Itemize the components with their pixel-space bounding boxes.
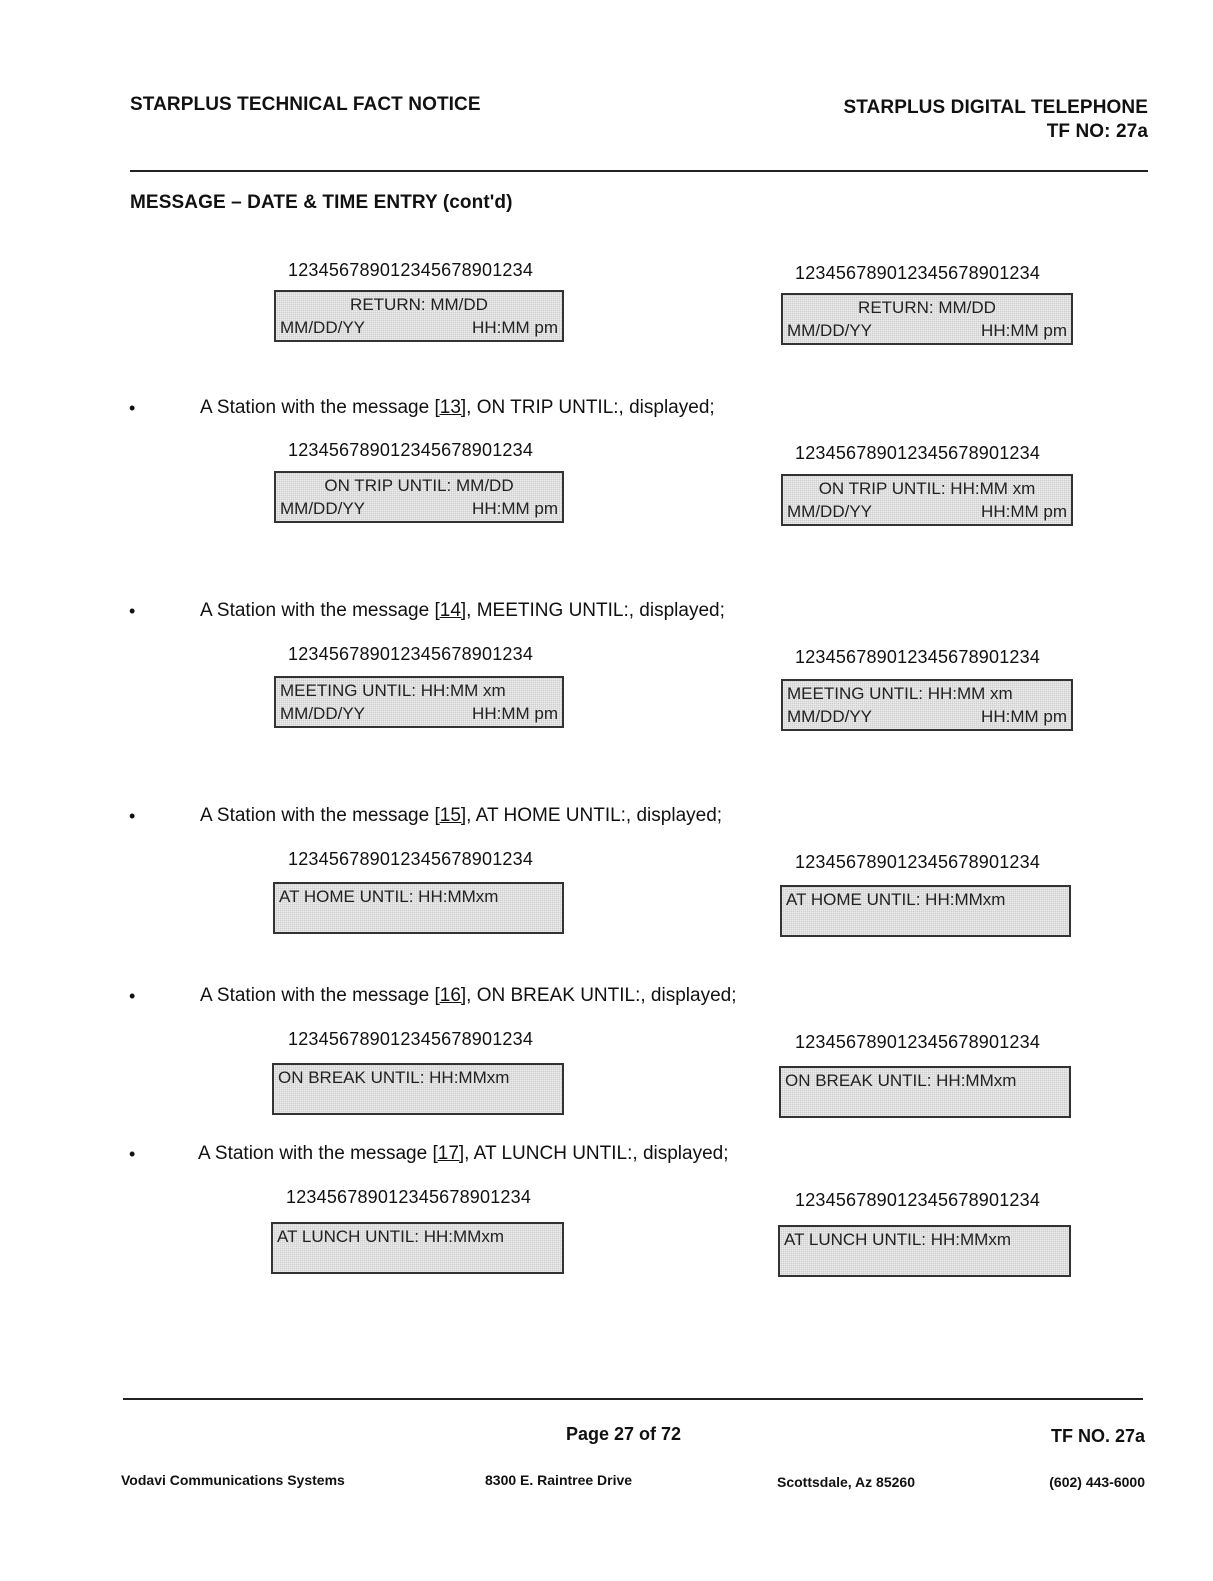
bullet-text-post: , ON BREAK UNTIL:, displayed; <box>466 985 737 1006</box>
bullet: • <box>129 398 136 418</box>
lcd-line-2-time: HH:MM pm <box>981 707 1067 726</box>
ruler-right: 123456789012345678901234 <box>795 1190 1041 1210</box>
bullet-text-pre: A Station with the message <box>200 985 435 1006</box>
lcd-line-1: ON TRIP UNTIL: MM/DD <box>324 476 514 495</box>
lcd-line-2-time: HH:MM pm <box>472 318 558 337</box>
lcd-line-2-date: MM/DD/YY <box>787 502 872 521</box>
ruler-left: 123456789012345678901234 <box>286 1187 532 1207</box>
lcd-display-left <box>274 471 564 523</box>
lcd-line-2-time: HH:MM pm <box>472 704 558 723</box>
lcd-line-2-date: MM/DD/YY <box>787 321 872 340</box>
header-rule <box>130 170 1148 172</box>
lcd-display-right <box>781 474 1073 526</box>
lcd-display-right <box>778 1225 1071 1277</box>
message-code: [13] <box>434 397 467 418</box>
lcd-display-right <box>781 293 1073 345</box>
lcd-line-1: AT HOME UNTIL: HH:MMxm <box>786 890 1006 909</box>
bullet: • <box>129 986 136 1006</box>
lcd-line-2-date: MM/DD/YY <box>280 704 365 723</box>
lcd-line-2-date: MM/DD/YY <box>280 318 365 337</box>
bullet-text-post: , ON TRIP UNTIL:, displayed; <box>466 397 715 418</box>
ruler-right: 123456789012345678901234 <box>795 852 1041 872</box>
lcd-line-1: MEETING UNTIL: HH:MM xm <box>280 681 506 700</box>
ruler-left: 123456789012345678901234 <box>288 644 534 664</box>
ruler-left: 123456789012345678901234 <box>288 1029 534 1049</box>
lcd-line-1: AT HOME UNTIL: HH:MMxm <box>279 887 499 906</box>
lcd-display-left <box>272 1063 564 1115</box>
ruler-left: 123456789012345678901234 <box>288 440 534 460</box>
lcd-display-left <box>271 1222 564 1274</box>
bullet-text-post: , AT LUNCH UNTIL:, displayed; <box>464 1143 729 1164</box>
message-code: [16] <box>434 985 467 1006</box>
section-title: MESSAGE – DATE & TIME ENTRY (cont'd) <box>130 192 513 213</box>
lcd-line-1: MEETING UNTIL: HH:MM xm <box>787 684 1013 703</box>
message-code: [17] <box>432 1143 465 1164</box>
lcd-display-left <box>273 882 564 934</box>
bullet: • <box>129 601 136 621</box>
bullet-text-pre: A Station with the message <box>198 1143 433 1164</box>
bullet-text-pre: A Station with the message <box>200 600 435 621</box>
lcd-line-1: ON TRIP UNTIL: HH:MM xm <box>818 479 1036 498</box>
lcd-line-2-date: MM/DD/YY <box>787 707 872 726</box>
lcd-line-1: RETURN: MM/DD <box>350 295 488 314</box>
company-city: Scottsdale, Az 85260 <box>777 1474 915 1490</box>
lcd-line-1: AT LUNCH UNTIL: HH:MMxm <box>784 1230 1011 1249</box>
bullet-text <box>200 600 725 622</box>
ruler-right: 123456789012345678901234 <box>795 1032 1041 1052</box>
bullet-text <box>200 805 722 827</box>
bullet-text <box>198 1143 729 1165</box>
company-phone: (602) 443-6000 <box>1049 1474 1145 1490</box>
lcd-display-left <box>274 676 564 728</box>
lcd-line-2-time: HH:MM pm <box>472 499 558 518</box>
bullet: • <box>129 806 136 826</box>
message-code: [14] <box>434 600 467 621</box>
lcd-line-2-date: MM/DD/YY <box>280 499 365 518</box>
header-tf-number: TF NO: 27a <box>1046 121 1148 142</box>
lcd-line-2-time: HH:MM pm <box>981 321 1067 340</box>
bullet: • <box>129 1144 136 1164</box>
bullet-text <box>200 397 715 419</box>
bullet-text-post: , MEETING UNTIL:, displayed; <box>466 600 725 621</box>
message-code: [15] <box>434 805 467 826</box>
bullet-text-pre: A Station with the message <box>200 805 435 826</box>
company-address: 8300 E. Raintree Drive <box>485 1472 633 1488</box>
lcd-display-left <box>274 290 564 342</box>
bullet-text-post: , AT HOME UNTIL:, displayed; <box>466 805 723 826</box>
ruler-right: 123456789012345678901234 <box>795 443 1041 463</box>
page-number: Page 27 of 72 <box>566 1424 682 1444</box>
bullet-text-pre: A Station with the message <box>200 397 435 418</box>
ruler-left: 123456789012345678901234 <box>288 849 534 869</box>
lcd-line-1: ON BREAK UNTIL: HH:MMxm <box>278 1068 510 1087</box>
lcd-line-2-time: HH:MM pm <box>981 502 1067 521</box>
lcd-line-1: RETURN: MM/DD <box>858 298 996 317</box>
lcd-line-1: AT LUNCH UNTIL: HH:MMxm <box>277 1227 504 1246</box>
footer-tf-number: TF NO. 27a <box>1050 1426 1145 1446</box>
lcd-line-1: ON BREAK UNTIL: HH:MMxm <box>785 1071 1017 1090</box>
ruler-right: 123456789012345678901234 <box>795 263 1041 283</box>
ruler-left: 123456789012345678901234 <box>288 260 534 280</box>
company-name: Vodavi Communications Systems <box>121 1472 345 1488</box>
bullet-text <box>200 985 737 1007</box>
footer-rule <box>123 1398 1143 1400</box>
lcd-display-right <box>779 1066 1071 1118</box>
lcd-display-right <box>781 679 1073 731</box>
ruler-right: 123456789012345678901234 <box>795 647 1041 667</box>
header-right-title: STARPLUS DIGITAL TELEPHONE <box>843 97 1148 118</box>
header-left-title: STARPLUS TECHNICAL FACT NOTICE <box>130 94 481 115</box>
lcd-display-right <box>780 885 1071 937</box>
